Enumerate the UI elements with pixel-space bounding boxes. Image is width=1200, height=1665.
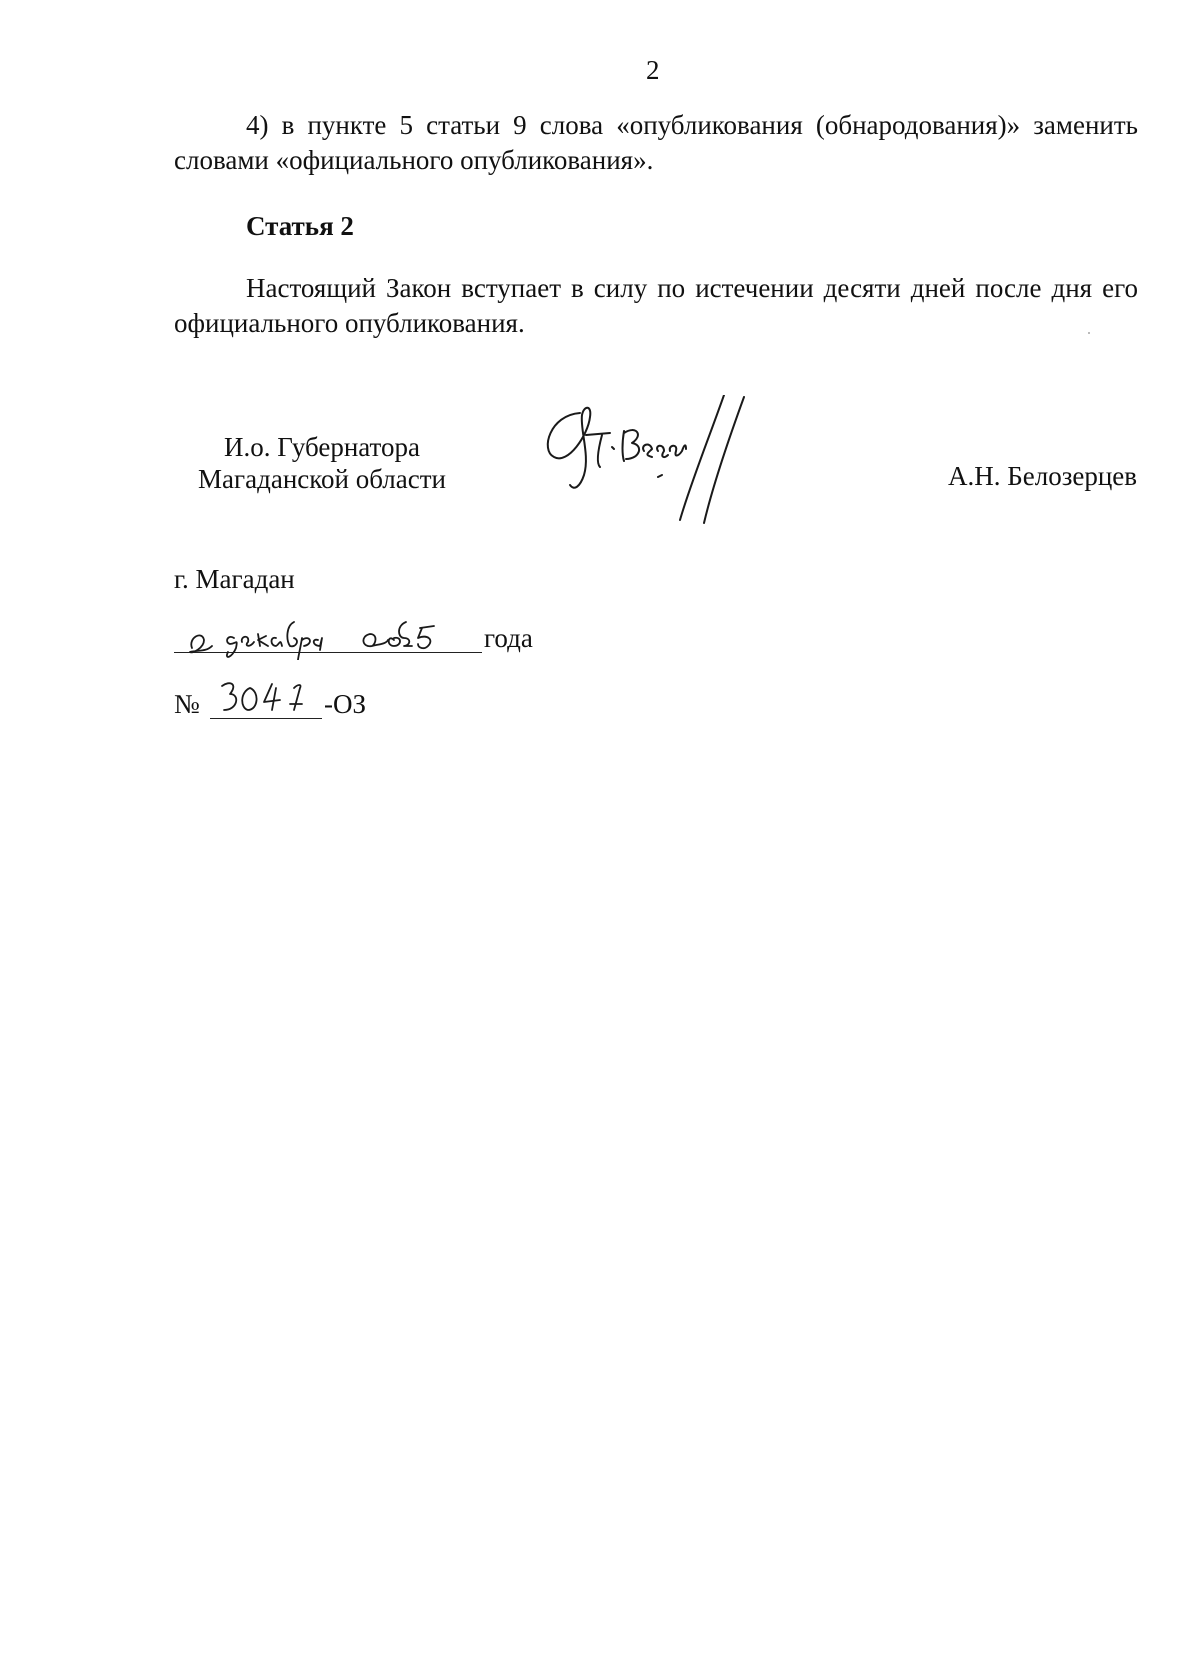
signatory-name: А.Н. Белозерцев bbox=[948, 461, 1138, 491]
signatory-position-line-2: Магаданской области bbox=[198, 464, 446, 494]
law-number-suffix: -ОЗ bbox=[324, 689, 367, 719]
handwritten-signature bbox=[540, 395, 780, 525]
signatory-position-line-1: И.о. Губернатора bbox=[223, 432, 420, 462]
signatory-position bbox=[172, 431, 472, 495]
article-2-paragraph bbox=[174, 271, 1138, 341]
number-sign: № bbox=[174, 689, 200, 719]
amendment-paragraph-4 bbox=[174, 108, 1138, 178]
city-label: г. Магадан bbox=[174, 564, 295, 594]
scan-artifact bbox=[1088, 332, 1090, 334]
law-number bbox=[174, 686, 474, 726]
page-number: 2 bbox=[646, 55, 660, 85]
date-suffix: года bbox=[484, 623, 533, 653]
handwritten-date bbox=[182, 608, 482, 660]
article-2-heading: Статья 2 bbox=[246, 211, 354, 241]
signing-date bbox=[174, 616, 574, 656]
article-2-text: Настоящий Закон вступает в силу по истечении десяти дней после дня его официального опубликования. bbox=[174, 273, 1138, 338]
amendment-paragraph-4-text: 4) в пункте 5 статьи 9 слова «опубликования (обнародования)» заменить словами «официального опубликования». bbox=[174, 110, 1138, 175]
handwritten-law-number bbox=[214, 674, 324, 720]
